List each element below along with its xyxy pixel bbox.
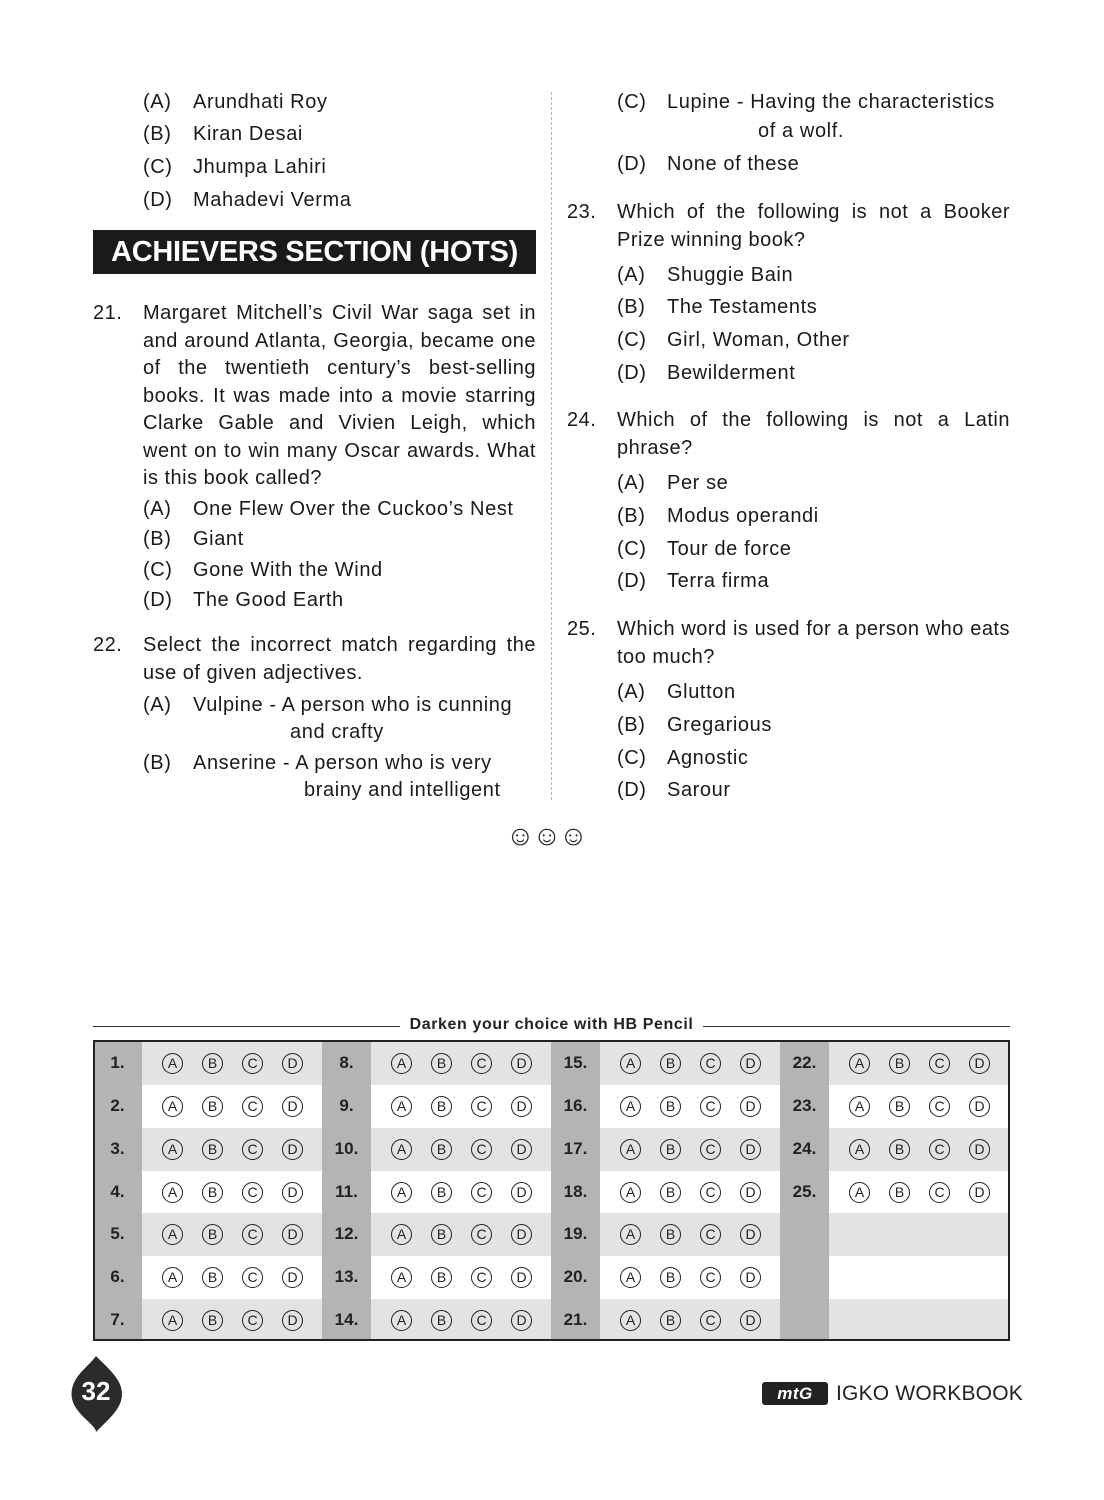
option-c: (C) Gone With the Wind [143, 559, 383, 581]
answer-bubble-d[interactable]: D [511, 1182, 532, 1203]
answer-bubble-d[interactable]: D [511, 1096, 532, 1117]
answer-bubble-b[interactable]: B [889, 1182, 910, 1203]
answer-bubble-c[interactable]: C [242, 1053, 263, 1074]
option-b-continuation: brainy and intelligent [304, 779, 501, 801]
answer-bubble-a[interactable]: A [162, 1310, 183, 1331]
answer-row [829, 1213, 1009, 1256]
answer-bubble-c[interactable]: C [242, 1310, 263, 1331]
answer-bubble-d[interactable]: D [282, 1182, 303, 1203]
option-c-continuation: of a wolf. [758, 120, 845, 142]
option-b: (B) Anserine - A person who is very [143, 752, 492, 774]
answer-bubble-d[interactable]: D [282, 1224, 303, 1245]
answer-bubble-a[interactable]: A [849, 1053, 870, 1074]
answer-bubble-d[interactable]: D [511, 1053, 532, 1074]
question-number-label: 22. [792, 1053, 817, 1072]
question-number-label: 15. [563, 1053, 588, 1072]
question-number-label: 9. [339, 1095, 354, 1115]
question-number-label: 23. [792, 1095, 817, 1115]
option-a: (A) Per se [617, 472, 729, 494]
answer-bubble-b[interactable]: B [660, 1096, 681, 1117]
answer-bubble-d[interactable]: D [969, 1053, 990, 1074]
question-number-label: 25. [792, 1181, 817, 1201]
question-number-label: 11. [335, 1181, 358, 1201]
option-d: (D) Mahadevi Verma [143, 189, 352, 211]
answer-bubble-d[interactable]: D [511, 1139, 532, 1160]
question-number-label: 17. [563, 1138, 588, 1158]
option-c: (C) Girl, Woman, Other [617, 329, 850, 351]
answer-bubble-b[interactable]: B [431, 1224, 452, 1245]
question-number-label: 12. [334, 1224, 359, 1244]
answer-bubble-c[interactable]: C [700, 1224, 721, 1245]
answer-bubble-c[interactable]: C [929, 1139, 950, 1160]
answer-bubble-c[interactable]: C [700, 1053, 721, 1074]
option-d: (D) The Good Earth [143, 589, 344, 611]
answer-bubble-d[interactable]: D [282, 1096, 303, 1117]
question-number-label: 6. [110, 1267, 125, 1287]
answer-sheet-grid [93, 1040, 1010, 1341]
option-a-continuation: and crafty [290, 721, 384, 743]
answer-bubble-a[interactable]: A [620, 1096, 641, 1117]
answer-bubble-c[interactable]: C [700, 1139, 721, 1160]
question-23 [567, 199, 1010, 254]
option-a: (A) Vulpine - A person who is cunning [143, 694, 513, 716]
question-number-label: 16. [563, 1095, 588, 1115]
answer-bubble-b[interactable]: B [431, 1182, 452, 1203]
option-b: (B) Kiran Desai [143, 123, 303, 145]
answer-bubble-d[interactable]: D [969, 1139, 990, 1160]
answer-sheet-instruction: Darken your choice with HB Pencil [400, 1016, 704, 1033]
answer-bubble-a[interactable]: A [162, 1096, 183, 1117]
answer-bubble-a[interactable]: A [849, 1139, 870, 1160]
answer-row [829, 1299, 1009, 1341]
answer-bubble-b[interactable]: B [202, 1139, 223, 1160]
column-divider [551, 92, 552, 800]
answer-bubble-d[interactable]: D [740, 1139, 761, 1160]
answer-bubble-a[interactable]: A [162, 1139, 183, 1160]
answer-bubble-b[interactable]: B [889, 1053, 910, 1074]
answer-bubble-d[interactable]: D [282, 1310, 303, 1331]
answer-bubble-c[interactable]: C [700, 1267, 721, 1288]
question-number-label: 18. [563, 1181, 588, 1201]
question-number-label: 19. [563, 1224, 588, 1244]
page-number: 32 [81, 1376, 111, 1406]
answer-bubble-b[interactable]: B [202, 1182, 223, 1203]
answer-sheet-title [93, 1016, 1010, 1038]
answer-bubble-a[interactable]: A [620, 1182, 641, 1203]
answer-bubble-b[interactable]: B [202, 1096, 223, 1117]
answer-bubble-b[interactable]: B [889, 1096, 910, 1117]
answer-bubble-c[interactable]: C [471, 1310, 492, 1331]
question-text: Select the incorrect match regarding the use of given adjectives. [143, 634, 536, 684]
answer-bubble-d[interactable]: D [969, 1182, 990, 1203]
option-b: (B) The Testaments [617, 296, 818, 318]
question-number-label: 7. [110, 1310, 125, 1330]
question-24 [567, 407, 1010, 462]
answer-bubble-b[interactable]: B [660, 1310, 681, 1331]
answer-bubble-d[interactable]: D [969, 1096, 990, 1117]
question-22 [93, 632, 536, 687]
question-number-label: 3. [110, 1138, 125, 1158]
question-number-label: 1. [110, 1053, 125, 1072]
answer-bubble-a[interactable]: A [391, 1224, 412, 1245]
answer-bubble-c[interactable]: C [700, 1096, 721, 1117]
answer-bubble-d[interactable]: D [511, 1267, 532, 1288]
answer-bubble-a[interactable]: A [620, 1267, 641, 1288]
answer-bubble-a[interactable]: A [620, 1139, 641, 1160]
answer-bubble-b[interactable]: B [431, 1096, 452, 1117]
answer-bubble-d[interactable]: D [740, 1053, 761, 1074]
question-number: 21. [93, 302, 123, 324]
option-c: (C) Jhumpa Lahiri [143, 156, 327, 178]
answer-bubble-a[interactable]: A [162, 1224, 183, 1245]
answer-bubble-c[interactable]: C [471, 1053, 492, 1074]
answer-bubble-c[interactable]: C [242, 1267, 263, 1288]
option-c: (C) Agnostic [617, 747, 749, 769]
answer-bubble-d[interactable]: D [740, 1267, 761, 1288]
answer-bubble-b[interactable]: B [202, 1053, 223, 1074]
answer-bubble-b[interactable]: B [202, 1224, 223, 1245]
answer-bubble-c[interactable]: C [471, 1182, 492, 1203]
option-a: (A) Arundhati Roy [143, 91, 328, 113]
question-25 [567, 616, 1010, 671]
answer-bubble-a[interactable]: A [162, 1267, 183, 1288]
option-d: (D) Bewilderment [617, 362, 796, 384]
answer-bubble-c[interactable]: C [242, 1224, 263, 1245]
answer-bubble-c[interactable]: C [471, 1139, 492, 1160]
answer-bubble-c[interactable]: C [929, 1053, 950, 1074]
smiley-icons: ☺☺☺ [506, 820, 586, 851]
answer-bubble-b[interactable]: B [431, 1139, 452, 1160]
option-a: (A) Shuggie Bain [617, 264, 794, 286]
answer-bubble-a[interactable]: A [162, 1182, 183, 1203]
option-b: (B) Gregarious [617, 714, 772, 736]
option-d: (D) None of these [617, 153, 800, 175]
question-number: 25. [567, 618, 597, 640]
answer-bubble-b[interactable]: B [889, 1139, 910, 1160]
answer-bubble-c[interactable]: C [471, 1224, 492, 1245]
question-number-label: 8. [339, 1053, 354, 1072]
option-a: (A) Glutton [617, 681, 736, 703]
answer-bubble-d[interactable]: D [511, 1224, 532, 1245]
answer-bubble-c[interactable]: C [242, 1139, 263, 1160]
question-number-label: 5. [110, 1224, 125, 1244]
answer-bubble-a[interactable]: A [391, 1310, 412, 1331]
answer-bubble-b[interactable]: B [202, 1310, 223, 1331]
answer-bubble-a[interactable]: A [391, 1053, 412, 1074]
answer-bubble-d[interactable]: D [282, 1139, 303, 1160]
answer-bubble-c[interactable]: C [242, 1096, 263, 1117]
answer-bubble-a[interactable]: A [620, 1310, 641, 1331]
answer-bubble-b[interactable]: B [431, 1053, 452, 1074]
answer-bubble-d[interactable]: D [282, 1267, 303, 1288]
workbook-title: IGKO WORKBOOK [836, 1382, 1023, 1405]
question-text: Margaret Mitchell’s Civil War saga set in and around Atlanta, Georgia, became one of the twentieth century’s best-selling books. It was made into a movie starring Clarke Gable and Vivien Leigh, which went on to win many Oscar awards. What is this book called? [143, 302, 536, 489]
answer-bubble-c[interactable]: C [929, 1182, 950, 1203]
option-b: (B) Modus operandi [617, 505, 819, 527]
answer-row [829, 1256, 1009, 1299]
answer-bubble-d[interactable]: D [740, 1096, 761, 1117]
question-number: 22. [93, 634, 123, 656]
question-number-label: 10. [334, 1138, 359, 1158]
option-c: (C) Lupine - Having the characteristics [617, 91, 995, 113]
answer-bubble-b[interactable]: B [660, 1053, 681, 1074]
answer-bubble-d[interactable]: D [740, 1224, 761, 1245]
answer-bubble-a[interactable]: A [620, 1053, 641, 1074]
question-text: Which word is used for a person who eats too much? [617, 618, 1010, 668]
question-text: Which of the following is not a Booker Prize winning book? [617, 201, 1010, 251]
option-d: (D) Sarour [617, 779, 731, 801]
answer-bubble-b[interactable]: B [660, 1267, 681, 1288]
answer-bubble-b[interactable]: B [431, 1267, 452, 1288]
question-text: Which of the following is not a Latin phrase? [617, 409, 1010, 459]
answer-bubble-b[interactable]: B [660, 1139, 681, 1160]
section-heading: ACHIEVERS SECTION (HOTS) [93, 230, 536, 274]
option-d: (D) Terra firma [617, 570, 770, 592]
answer-bubble-b[interactable]: B [660, 1182, 681, 1203]
answer-bubble-a[interactable]: A [620, 1224, 641, 1245]
question-number-label: 20. [563, 1267, 588, 1287]
answer-bubble-d[interactable]: D [282, 1053, 303, 1074]
answer-bubble-a[interactable]: A [849, 1096, 870, 1117]
question-number-label: 14. [334, 1310, 359, 1330]
answer-bubble-b[interactable]: B [431, 1310, 452, 1331]
answer-bubble-d[interactable]: D [740, 1182, 761, 1203]
question-number-label: 13. [334, 1267, 359, 1287]
question-number: 24. [567, 409, 597, 431]
answer-bubble-a[interactable]: A [849, 1182, 870, 1203]
answer-bubble-c[interactable]: C [929, 1096, 950, 1117]
option-b: (B) Giant [143, 528, 244, 550]
question-number: 23. [567, 201, 597, 223]
question-21 [93, 300, 536, 493]
answer-bubble-c[interactable]: C [471, 1267, 492, 1288]
answer-bubble-c[interactable]: C [471, 1096, 492, 1117]
question-number-label: 21. [563, 1310, 588, 1330]
answer-bubble-c[interactable]: C [700, 1310, 721, 1331]
answer-bubble-c[interactable]: C [700, 1182, 721, 1203]
answer-bubble-a[interactable]: A [391, 1267, 412, 1288]
question-number-label: 24. [792, 1138, 817, 1158]
brand-footer [762, 1380, 1023, 1408]
answer-bubble-a[interactable]: A [391, 1139, 412, 1160]
answer-bubble-a[interactable]: A [391, 1182, 412, 1203]
answer-bubble-a[interactable]: A [162, 1053, 183, 1074]
mtg-logo: mtG [762, 1382, 828, 1405]
answer-bubble-d[interactable]: D [511, 1310, 532, 1331]
answer-bubble-d[interactable]: D [740, 1310, 761, 1331]
answer-bubble-c[interactable]: C [242, 1182, 263, 1203]
question-number-label: 2. [110, 1095, 125, 1115]
answer-bubble-b[interactable]: B [202, 1267, 223, 1288]
answer-bubble-b[interactable]: B [660, 1224, 681, 1245]
answer-bubble-a[interactable]: A [391, 1096, 412, 1117]
question-number-label: 4. [110, 1181, 125, 1201]
option-a: (A) One Flew Over the Cuckoo’s Nest [143, 498, 514, 520]
option-c: (C) Tour de force [617, 538, 792, 560]
